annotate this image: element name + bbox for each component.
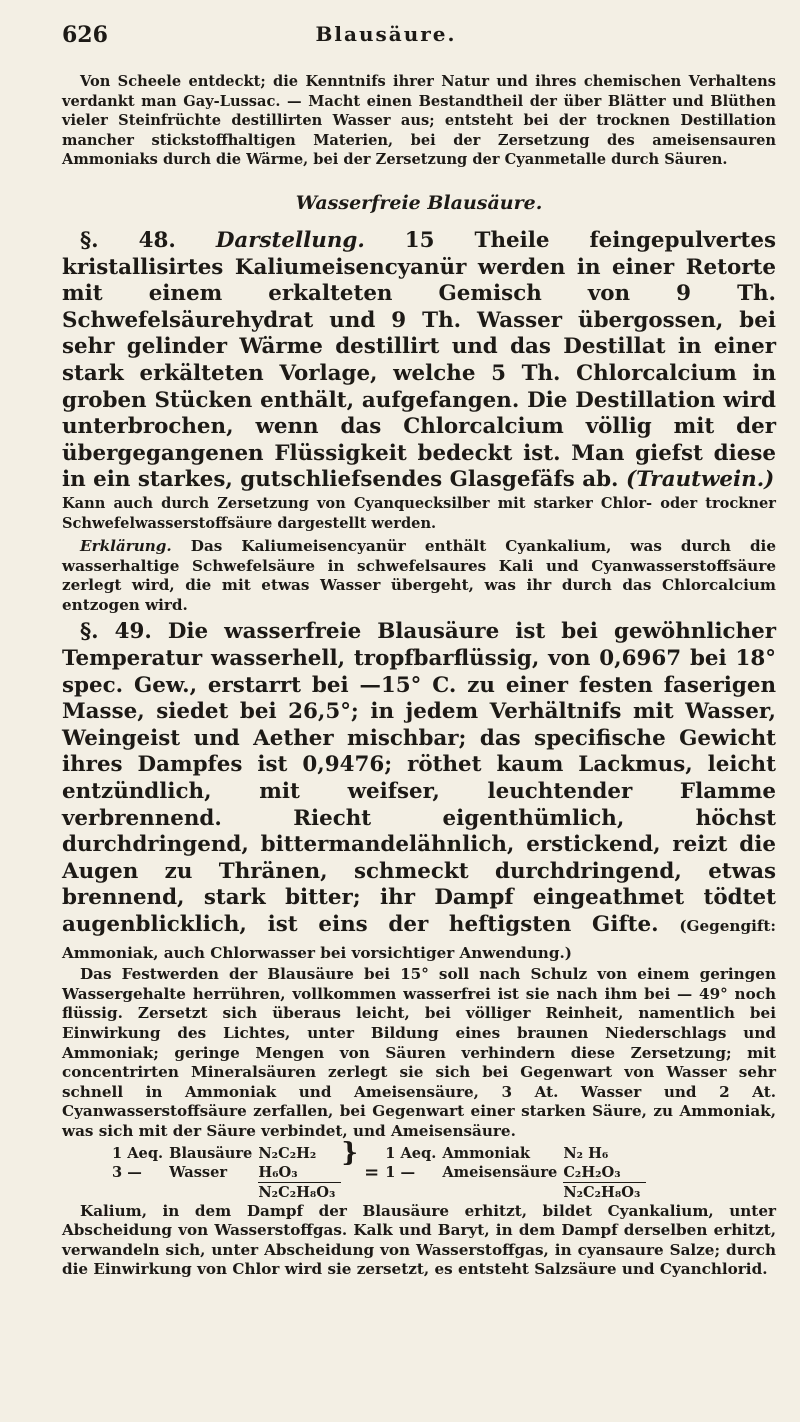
paragraph-48 xyxy=(62,228,776,494)
section-48-title: Darstellung. xyxy=(215,227,365,253)
reaction-equals: = xyxy=(364,1162,380,1184)
section-48-note: Kann auch durch Zersetzung von Cyanquecksilber mit starker Chlor- oder trockner Schwefelwasserstoffsäure dargestellt werden. xyxy=(62,494,776,532)
section-48-label: §. 48. xyxy=(80,227,176,253)
reaction-right-name-2: Ameisensäure xyxy=(442,1163,558,1181)
reaction-left-formula-1: N₂C₂H₂ xyxy=(258,1144,317,1162)
running-head: Blausäure. xyxy=(315,22,457,46)
reaction-brace-left: } xyxy=(341,1137,359,1168)
section-49-antidote: (Gegengift: Ammoniak, auch Chlorwasser bei vorsichtiger Anwendung.) xyxy=(62,917,776,962)
section-49-body: Die wasserfreie Blausäure ist bei gewöhnlicher Temperatur wasserhell, tropfbarflüssig, von 0,6967 bei 18° spec. Gew., erstarrt bei —15° C. zu einer festen faserigen Masse, siedet bei 26,5°; in jedem Verhältnifs mit Wasser, Weingeist und Aether mischbar; das specifische Gewicht ihres Dampfes ist 0,9476; röthet kaum Lackmus, leicht entzündlich, mit weifser, leuchtender Flamme verbrennend. Riecht eigenthümlich, höchst durchdringend, bittermandelähnlich, erstickend, reizt die Augen zu Thränen, schmeckt durchdringend, etwas brennend, stark bitter; ihr Dampf eingeathmet tödtet augenblicklich, ist eins der heftigsten Gifte. xyxy=(62,619,777,937)
paragraph-49 xyxy=(62,619,776,965)
page-header xyxy=(58,16,774,56)
intro-paragraph: Von Scheele entdeckt; die Kenntnifs ihrer Natur und ihres chemischen Verhaltens verdankt man Gay-Lussac. — Macht einen Bestandtheil der über Blätter und Blüthen vieler Steinfrüchte destillirten Wasser aus; entsteht bei der trocknen Destillation mancher stickstoffhaltigen Materien, bei der Zersetzung des ameisensauren Ammoniaks durch die Wärme, bei der Zersetzung der Cyanmetalle durch Säuren. xyxy=(62,73,776,169)
section-48-body: 15 Theile feingepulvertes kristallisirtes Kaliumeisencyanür werden in einer Retorte mit einem erkalteten Gemisch von 9 Th. Schwefelsäurehydrat und 9 Th. Wasser übergossen, bei sehr gelinder Wärme destillirt und das Destillat in einer stark erkälteten Vorlage, welche 5 Th. Chlorcalcium in groben Stücken enthält, aufgefangen. Die Destillation wird unterbrochen, wenn das Chlorcalcium völlig mit der übergegangenen Flüssigkeit bedeckt ist. Man giefst diese in ein starkes, gutschliefsendes Glasgefäfs ab. xyxy=(62,227,776,493)
section-48-author: (Trautwein.) xyxy=(625,467,775,493)
reaction-left-qty-1: 1 Aeq. xyxy=(112,1144,164,1162)
reaction-left-qty-2: 3 — xyxy=(112,1163,142,1181)
section-49-label: §. 49. xyxy=(80,619,152,645)
section-48-explanation xyxy=(62,537,776,615)
page-content xyxy=(62,72,776,1280)
reaction-right-name-1: Ammoniak xyxy=(442,1144,531,1162)
reaction-left-name-1: Blausäure xyxy=(169,1144,253,1162)
section-heading: Wasserfreie Blausäure. xyxy=(295,191,543,214)
explanation-label: Erklärung. xyxy=(80,537,172,556)
section-49-fine-print: Das Festwerden der Blausäure bei 15° soll nach Schulz von einem geringen Wassergehalte herrühren, vollkommen wasserfrei ist sie nach ihm bei — 49° noch flüssig. Zersetzt sich überaus leicht, bei völliger Reinheit, namentlich bei Einwirkung des Lichtes, unter Bildung eines braunen Niederschlags und Ammoniak; geringe Mengen von Säuren verhindern diese Zersetzung; mit concentrirten Mineralsäuren zerlegt sie sich bei Gegenwart von Wasser sehr schnell in Ammoniak und Ameisensäure, 3 At. Wasser und 2 At. Cyanwasserstoffsäure zerfallen, bei Gegenwart einer starken Säure, zu Ammoniak, was sich mit der Säure verbindet, und Ameisensäure. xyxy=(62,965,776,1140)
reaction-equation xyxy=(62,1137,776,1202)
reaction-left-total: N₂C₂H₈O₃ xyxy=(258,1183,336,1201)
page-number: 626 xyxy=(62,22,108,48)
reaction-right-formula-2: C₂H₂O₃ xyxy=(563,1163,646,1183)
reaction-right-qty-1: 1 Aeq. xyxy=(385,1144,437,1162)
reaction-right-formula-1: N₂ H₆ xyxy=(563,1144,609,1162)
reaction-right-total: N₂C₂H₈O₃ xyxy=(563,1183,641,1201)
reaction-left-name-2: Wasser xyxy=(169,1163,228,1181)
closing-paragraph: Kalium, in dem Dampf der Blausäure erhitzt, bildet Cyankalium, unter Abscheidung von Wasserstoffgas. Kalk und Baryt, in dem Dampf derselben erhitzt, verwandeln sich, unter Abscheidung von Wasserstoffgas, in cyansaure Salze; durch die Einwirkung von Chlor wird sie zersetzt, es entsteht Salzsäure und Cyanchlorid. xyxy=(62,1201,776,1279)
reaction-left-formula-2: H₆O₃ xyxy=(258,1163,341,1183)
explanation-text: Das Kaliumeisencyanür enthält Cyankalium, was durch die wasserhaltige Schwefelsäure in schwefelsaures Kali und Cyanwasserstoffsäure zerlegt wird, die mit etwas Wasser übergeht, was ihr durch das Chlorcalcium entzogen wird. xyxy=(62,537,776,614)
reaction-right-qty-2: 1 — xyxy=(385,1163,416,1181)
